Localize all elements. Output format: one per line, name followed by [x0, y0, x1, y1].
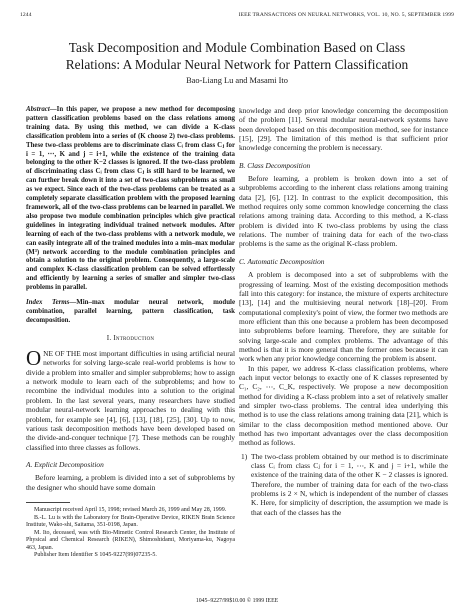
footnote-publisher-id: Publisher Item Identifier S 1045-9227(99)07235-5. [34, 552, 157, 559]
page-number: 1244 [20, 12, 32, 18]
index-terms-text: Min–max modular neural network, module combination, parallel learning, pattern classification, task decomposition. [26, 299, 236, 324]
right-column [239, 106, 448, 517]
intro-lead-in: NE OF THE [43, 349, 81, 359]
item-number: 1) [241, 451, 248, 461]
intro-paragraph [26, 346, 235, 452]
footnote-author-ito: M. Ito, deceased, was with Bio-Mimetic Control Research Center, the Institute of Physical and Chemical Research (RIKEN), Shimoshidami, Moriyama-ku, Nagoya 463, Japan. [26, 529, 235, 551]
subsection-heading-class: B. Class Decomposition [239, 160, 311, 170]
journal-name: IEEE TRANSACTIONS ON NEURAL NETWORKS, VOL. 10, NO. 5, SEPTEMBER 1999 [238, 12, 454, 18]
enumerated-item-1 [239, 452, 448, 517]
left-column [26, 106, 235, 560]
footnote-author-lu: B.-L. Lu is with the Laboratory for Brain-Operative Device, RIKEN Brain Science Institute, Wako-shi, Saitama, 351-0198, Japan. [26, 514, 235, 529]
subsection-heading-automatic: C. Automatic Decomposition [239, 256, 325, 266]
abstract-label: Abstract— [26, 106, 57, 113]
automatic-decomposition-paragraph: A problem is decomposed into a set of subproblems with the progressing of learning. Most of the existing decomposition methods fall into this category: for instance, the mixture of experts architecture [13], [14] and the multisieving neural network [18]–[20]. From computational complexity's point of view, the former two methods are more efficient than this one because a problem has been decomposed into subproblems before learning. Therefore, they are suitable for solving large-scale and complex problems. The advantage of this method is that it is more general than the former ones because it can work when any prior knowledge concerning the problem is absent. [239, 270, 448, 364]
footnote-rule [26, 502, 70, 503]
footnote-manuscript: Manuscript received April 15, 1998; revised March 26, 1999 and May 28, 1999. [34, 506, 227, 513]
page-footer-copyright: 1045–9227/99$10.00 © 1999 IEEE [195, 598, 279, 604]
item-text: The two-class problem obtained by our method is to discriminate class Cᵢ from class Cⱼ for i = 1, ⋯, K and j = i+1, while the existence of the training data of the other K − 2 classes is ignored. Therefore, the number of training data for each of the two-class problems is 2 × N, which is independent of the number of classes K. Here, for simplicity of description, the assumption we made is that each of the classes has the [251, 451, 448, 517]
paper-title: Task Decomposition and Module Combination Based on Class Relations: A Modular Neural Network for Pattern Classification [65, 40, 409, 72]
class-decomposition-paragraph: Before learning, a problem is broken down into a set of subproblems according to the inherent class relations among training data [2], [6], [12]. In contrast to the explicit decomposition, this method requires only some common knowledge concerning the class relations among training data. According to this method, a K-class problem is divided into K two-class problems by using the class relations. The number of training data for each of the two-class problems is the same as the original K-class problem. [239, 174, 448, 249]
index-terms-label: Index Terms— [26, 299, 77, 307]
explicit-decomposition-paragraph: Before learning, a problem is divided into a set of subproblems by the designer who should have some domain [26, 473, 235, 492]
subsection-heading-explicit: A. Explicit Decomposition [26, 459, 104, 469]
running-header [20, 12, 454, 22]
this-paper-paragraph: In this paper, we address K-class classification problems, where each input vector belongs to exactly one of K classes represented by C₁, C₂, ⋯, C_K, respectively. We propose a new decomposition method for dividing a K-class problem into a set of relatively smaller and simpler two-class problems. The central idea underlying this method is to use the class relations among training data [21], which is similar to the class decomposition method mentioned above. Our method has two important advantages over the class decomposition method as follows. [239, 363, 448, 448]
abstract-text: In this paper, we propose a new method for decomposing pattern classification problems based on the class relations among training data. By using this method, we can divide a K-class classification problem into a series of (K choose 2) two-class problems. These two-class problems are to discriminate class Cᵢ from class Cⱼ for i = 1, ⋯, K and j = i+1, while the existence of the training data belonging to the other K−2 classes is ignored. If the two-class problem of discriminating class Cᵢ from class Cⱼ is still hard to be learned, we can further break down it into a set of two-class subproblems as small as we expect. Since each of the two-class problems can be treated as a completely separate classification problem with the proposed learning framework, all of the two-class problems can be learned in parallel. We also propose two module combination principles which give practical guidelines in integrating individual trained network modules. After learning of each of the two-class problems with a network module, we can easily integrate all of the trained modules into a min–max modular (M³) network according to the module combination principles and obtain a solution to the original problem. Consequently, a large-scale and complex K-class classification problem can be solved effortlessly and efficiently by learning a series of smaller and simpler two-class problems in parallel. [26, 106, 235, 292]
intro-text: most important difficulties in using artificial neural networks for solving large-scale real-world problems is how to divide a problem into smaller and simpler subproblems; how to assign a network module to learn each of the subproblems; and how to recombine the individual modules into a solution to the original problem. In the last several years, many researchers have studied modular neural-network learning approaches to dealing with this problem, for example see [4], [6], [13], [18], [25], [30]. Up to now, various task decomposition methods have been developed based on the divide-and-conquer technique [7]. These methods can be roughly classified into three classes as follows. [26, 349, 235, 452]
paper-authors: Bao-Liang Lu and Masami Ito [186, 76, 288, 85]
section-heading-introduction: I. Introduction [106, 333, 155, 342]
index-terms [26, 299, 235, 326]
continued-paragraph: knowledge and deep prior knowledge concerning the decomposition of the problem [11]. Several modular neural-network systems have been developed based on this decomposition method, see for instance [15], [29]. The limitation of this method is that sufficient prior knowledge concerning the problem is necessary. [239, 106, 448, 153]
abstract [26, 106, 235, 293]
drop-cap: O [26, 346, 42, 371]
